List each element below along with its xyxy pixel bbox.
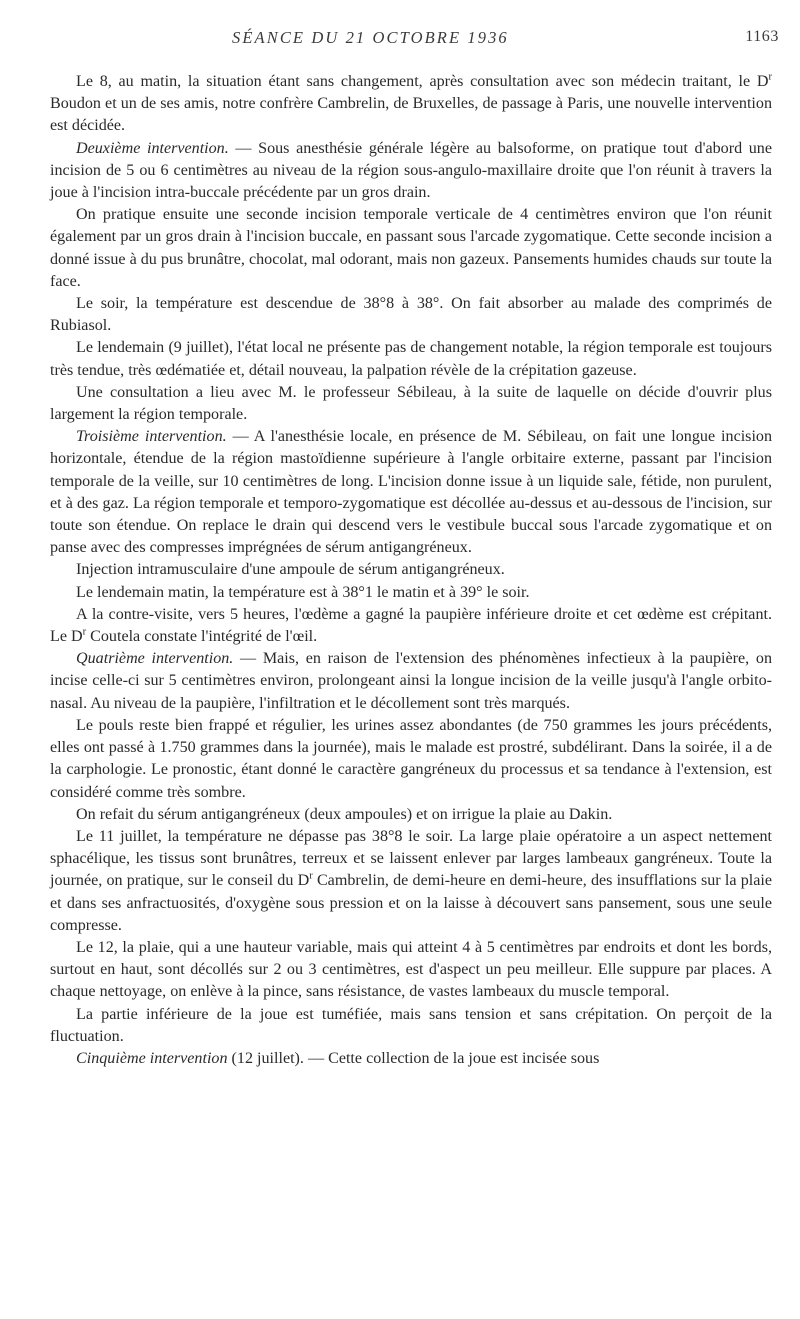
paragraph-text: On pratique ensuite une seconde incision temporale verticale de 4 centimètres environ que l'on réunit également par un gros drain à l'incision buccale, en passant sous l'arcade zygomatique. Cette seconde incision a donné issue à du pus brunâtre, chocolat, mal odorant, mais non gazeux. Pansements humides chauds sur toute la face.	[50, 206, 772, 290]
paragraph	[50, 937, 772, 1004]
paragraph	[50, 138, 772, 205]
section-lead: Troisième intervention.	[76, 428, 227, 446]
paragraph-text: Le 11 juillet, la température ne dépasse pas 38°8 le soir. La large plaie opératoire a un aspect nettement sphacélique, les tissus sont brunâtres, terreux et se laissent enlever par larges lambeaux gangréneux. Toute la journée, on pratique, sur le conseil du D	[50, 827, 772, 890]
paragraph	[50, 582, 772, 604]
paragraph	[50, 1048, 772, 1070]
paragraph	[50, 293, 772, 337]
paragraph	[50, 337, 772, 381]
paragraph-text: Le soir, la température est descendue de 38°8 à 38°. On fait absorber au malade des comprimés de Rubiasol.	[50, 295, 772, 335]
running-title: SÉANCE DU 21 OCTOBRE 1936	[232, 28, 509, 47]
paragraph	[50, 826, 772, 937]
paragraph	[50, 648, 772, 715]
paragraph-text: Le 8, au matin, la situation étant sans changement, après consultation avec son médecin traitant, le D	[76, 73, 769, 90]
paragraph-text-continued: Boudon et un de ses amis, notre confrère Cambrelin, de Bruxelles, de passage à Paris, une nouvelle intervention est décidée.	[50, 95, 772, 135]
article-body	[50, 71, 772, 1070]
paragraph-text: Le 12, la plaie, qui a une hauteur variable, mais qui atteint 4 à 5 centimètres par endroits et dont les bords, surtout en haut, sont décollés sur 2 ou 3 centimètres, est d'aspect un peu meilleur. Elle suppure par places. A chaque nettoyage, on enlève à la pince, sans résistance, de vastes lambeaux du muscle temporal.	[50, 938, 772, 1001]
superscript: r	[82, 626, 87, 638]
paragraph	[50, 715, 772, 804]
paragraph	[50, 71, 772, 138]
paragraph-text: Injection intramusculaire d'une ampoule de sérum antigangréneux.	[76, 561, 505, 579]
paragraph-text: La partie inférieure de la joue est tuméfiée, mais sans tension et sans crépitation. On perçoit de la fluctuation.	[50, 1005, 772, 1045]
paragraph	[50, 559, 772, 581]
paragraph-text: Le lendemain matin, la température est à 38°1 le matin et à 39° le soir.	[76, 583, 530, 601]
paragraph-text: Le pouls reste bien frappé et régulier, les urines assez abondantes (de 750 grammes les jours précédents, elles ont passé à 1.750 grammes dans la journée), mais le malade est prostré, subdélirant. Dans la soirée, il a de la carphologie. Le pronostic, étant donné le caractère gangréneux du processus et sa tendance à l'extension, est considéré comme très sombre.	[50, 716, 772, 801]
paragraph	[50, 604, 772, 648]
section-lead: Deuxième intervention.	[76, 139, 229, 157]
page-number: 1163	[745, 28, 779, 45]
paragraph-text: — A l'anesthésie locale, en présence de M. Sébileau, on fait une longue incision horizontale, étendue de la région mastoïdienne supérieure à l'angle orbitaire externe, passant par l'incision temporale de la veille, sur 10 centimètres de long. L'incision donne issue à un liquide sale, fétide, non purulent, et à des gaz. La région temporale et temporo-zygomatique est décollée au-dessus et au-dessous de l'incision, sur toute son étendue. On replace le drain qui descend vers le vestibule buccal sous l'arcade zygomatique et on panse avec des compresses imprégnées de sérum antigangréneux.	[50, 428, 773, 557]
paragraph	[50, 426, 772, 559]
paragraph	[50, 804, 772, 826]
paragraph	[50, 1004, 772, 1048]
section-lead: Cinquième intervention	[76, 1049, 228, 1067]
paragraph-text: Le lendemain (9 juillet), l'état local ne présente pas de changement notable, la région temporale est toujours très tendue, très œdématiée et, détail nouveau, la palpation révèle de la crépitation gazeuse.	[50, 339, 772, 379]
paragraph-text: — Mais, en raison de l'extension des phénomènes infectieux à la paupière, on incise celle-ci sur 5 centimètres environ, prolongeant ainsi la longue incision de la veille jusqu'à l'angle orbito-nasal. Au niveau de la paupière, l'infiltration et le décollement sont très marqués.	[50, 650, 772, 712]
section-lead: Quatrième intervention.	[76, 650, 234, 668]
superscript: r	[309, 870, 313, 882]
page-header	[50, 28, 785, 52]
paragraph-text: A la contre-visite, vers 5 heures, l'œdème a gagné la paupière inférieure droite et cet œdème est crépitant. Le D	[50, 605, 772, 646]
paragraph-text: — Sous anesthésie générale légère au balsoforme, on pratique tout d'abord une incision de 5 ou 6 centimètres au niveau de la région sous-angulo-maxillaire droite que l'on réunit à travers la joue à l'incision intra-buccale précédente par un gros drain.	[50, 139, 772, 202]
paragraph-text: On refait du sérum antigangréneux (deux ampoules) et on irrigue la plaie au Dakin.	[76, 805, 613, 823]
paragraph-text: (12 juillet). — Cette collection de la joue est incisée sous	[227, 1049, 600, 1067]
paragraph-text-continued: Cambrelin, de demi-heure en demi-heure, des insufflations sur la plaie et dans ses anfractuosités, d'oxygène sous pression et on la laisse à découvert sans pansement, sous une seule compresse.	[50, 872, 772, 934]
superscript: r	[768, 71, 772, 83]
paragraph	[50, 382, 772, 426]
paragraph-text-continued: Coutela constate l'intégrité de l'œil.	[86, 628, 318, 646]
paragraph	[50, 204, 772, 293]
paragraph-text: Une consultation a lieu avec M. le professeur Sébileau, à la suite de laquelle on décide d'ouvrir plus largement la région temporale.	[50, 383, 772, 424]
